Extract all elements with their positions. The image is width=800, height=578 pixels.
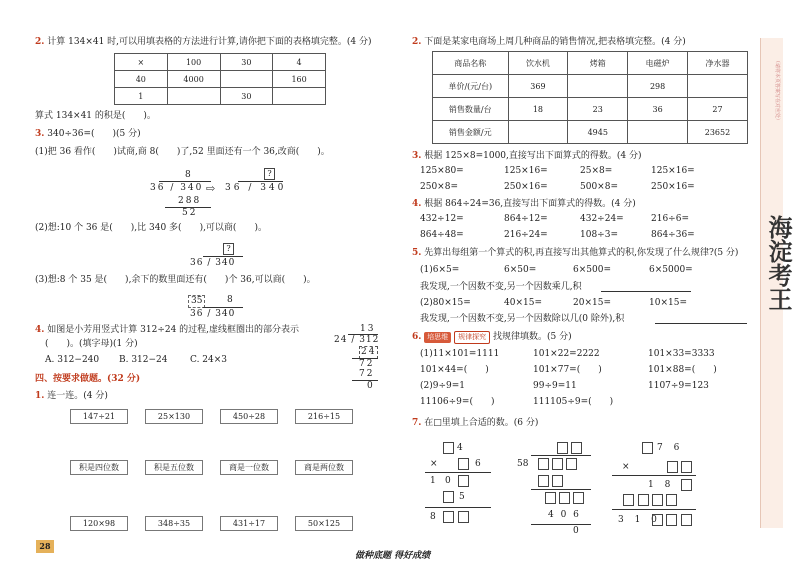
property-card[interactable]: 积是五位数 — [145, 460, 203, 475]
div1-expr: 36 / 340 — [150, 183, 204, 193]
div3-expr: 36 / 340 — [190, 258, 236, 268]
table-cell: 销售数量/台 — [433, 98, 509, 121]
rule-line — [531, 524, 591, 525]
q4-div-quotient: 13 — [360, 324, 376, 334]
rule-line — [425, 472, 491, 473]
q7-right-line — [412, 418, 538, 429]
q4-option-b: B. 312−24 — [119, 355, 168, 365]
rule-line — [612, 509, 696, 510]
skill-tag: 培思维 — [424, 332, 451, 343]
table-cell: 160 — [273, 71, 326, 88]
question-text: 找规律填数。(5 分) — [493, 332, 572, 342]
arrow-icon: ⇨ — [206, 182, 216, 195]
rule-line — [425, 507, 491, 508]
equation: 216÷24= — [504, 230, 548, 240]
blank-box[interactable] — [566, 458, 577, 470]
q3-part1: (1)把 36 看作( )试商,商 8( )了,52 里面还有一个 36,改商( )。 — [35, 147, 330, 157]
table-row — [115, 54, 326, 71]
blank-box[interactable] — [458, 458, 469, 470]
blank-box[interactable] — [557, 442, 568, 454]
div1-sub: 288 — [178, 196, 202, 206]
equation: 864÷12= — [504, 214, 548, 224]
table-cell: 18 — [508, 98, 568, 121]
question-text: 根据 125×8=1000,直接写出下面算式的得数。(4 分) — [424, 151, 642, 161]
blank-box[interactable] — [443, 442, 454, 454]
equation: 111105÷9=( ) — [533, 397, 614, 407]
equation: 125×16= — [504, 166, 548, 176]
blank-box[interactable] — [642, 442, 653, 454]
blank-box[interactable] — [681, 479, 692, 491]
table-row — [115, 88, 326, 105]
question-text: 计算 134×41 时,可以用填表格的方法进行计算,请你把下面的表格填完整。(4 分) — [47, 37, 372, 47]
blank-box[interactable] — [666, 494, 677, 506]
blank-box[interactable] — [559, 492, 570, 504]
table-cell: 30 — [220, 54, 273, 71]
q4-div-expr: 24 / 312 — [334, 335, 380, 345]
table-cell: 电磁炉 — [628, 52, 688, 75]
rule-line — [531, 489, 591, 490]
equation: 99÷9=11 — [533, 381, 577, 391]
blank-box[interactable] — [552, 475, 563, 487]
div3-quotient-box: ? — [223, 243, 234, 255]
table-cell: 298 — [628, 75, 688, 98]
equation: 500×8= — [580, 182, 618, 192]
equation: 101×22=2222 — [533, 349, 600, 359]
brand-title: 海淀考王 — [764, 215, 793, 311]
blank-box[interactable] — [538, 458, 549, 470]
equation: 108÷3= — [580, 230, 618, 240]
digit: 0 — [445, 476, 451, 486]
q3-part3: (3)想:8 个 35 是( ),余下的数里面还有( )个 36,可以商( )。 — [35, 275, 316, 285]
q4-div-line2 — [352, 380, 378, 381]
question-text: 根据 864÷24=36,直接写出下面算式的得数。(4 分) — [424, 199, 636, 209]
question-number: 4. — [412, 199, 422, 209]
table-cell: 27 — [687, 98, 747, 121]
q5-r2-b: 40×15= — [504, 298, 542, 308]
blank-cell[interactable] — [687, 75, 747, 98]
q4-option-c: C. 24×3 — [190, 355, 228, 365]
equation: 125×80= — [420, 166, 464, 176]
question-number: 3. — [35, 129, 45, 139]
expression-card[interactable]: 50×125 — [295, 516, 353, 531]
q4-div-step1: 24 — [361, 347, 377, 357]
equation: 101×44=( ) — [420, 365, 489, 375]
expression-card[interactable]: 216÷15 — [295, 409, 353, 424]
div2-quotient-box: ? — [264, 168, 275, 180]
div1-quotient: 8 — [185, 170, 191, 180]
q3-line — [35, 129, 141, 140]
blank-box[interactable] — [666, 514, 677, 526]
table-cell: 369 — [508, 75, 568, 98]
equation: (2)9÷9=1 — [420, 381, 466, 391]
equation: 101×88=( ) — [648, 365, 717, 375]
digits: 4 0 6 — [548, 510, 581, 520]
q5-r1-d: 6×5000= — [649, 265, 693, 275]
blank-box[interactable] — [443, 511, 454, 523]
equation: 101×77=( ) — [533, 365, 602, 375]
table-row — [433, 52, 748, 75]
q6-right-line — [412, 331, 572, 344]
equation: 250×16= — [651, 182, 695, 192]
equation: 11106÷9=( ) — [420, 397, 495, 407]
table-cell: 销售金额/元 — [433, 121, 509, 144]
digit: 1 — [430, 476, 436, 486]
q4-div-step2: 72 — [359, 359, 375, 369]
side-note: （请将本页答案写在对应处） — [774, 58, 780, 124]
digits: 1 8 — [648, 480, 675, 490]
blank-box[interactable] — [681, 461, 692, 473]
table-cell: 饮水机 — [508, 52, 568, 75]
digit: 4 — [457, 443, 463, 453]
blank-box[interactable] — [667, 461, 678, 473]
times-sign: × — [430, 459, 438, 469]
q1-connect-line — [35, 391, 108, 402]
q5-finding2: 我发现,一个因数不变,另一个因数除以几(0 除外),积 — [420, 314, 625, 324]
div1-rem: 52 — [182, 208, 198, 218]
div1-bar — [159, 181, 211, 182]
blank-cell[interactable] — [273, 88, 326, 105]
question-text: 340÷36=( )(5 分) — [47, 129, 141, 139]
divisor: 58 — [517, 459, 529, 469]
q5-r1-a: (1)6×5= — [420, 265, 460, 275]
expression-card[interactable]: 348÷35 — [145, 516, 203, 531]
q5-r1-b: 6×50= — [504, 265, 537, 275]
equation: 864÷36= — [651, 230, 695, 240]
page-number: 28 — [36, 540, 54, 553]
blank-box[interactable] — [552, 458, 563, 470]
expression-card[interactable]: 120×98 — [70, 516, 128, 531]
digits: 3 1 0 — [618, 515, 661, 525]
table-row — [433, 75, 748, 98]
question-number: 2. — [412, 37, 422, 47]
q4-line — [35, 325, 299, 336]
equation: (1)11×101=1111 — [420, 349, 500, 359]
table-cell: 4000 — [167, 71, 220, 88]
equation: 25×8= — [580, 166, 613, 176]
topic-tag: 规律探究 — [454, 331, 490, 344]
q3-right-line — [412, 151, 642, 162]
times-sign: × — [622, 462, 630, 472]
div2-expr: 36 / 340 — [225, 183, 287, 193]
blank-box[interactable] — [571, 442, 582, 454]
table-row — [433, 121, 748, 144]
q2-right-table — [432, 51, 748, 144]
digits: 7 6 — [657, 443, 684, 453]
q5-r2-d: 10×15= — [649, 298, 687, 308]
equation: 864÷48= — [420, 230, 464, 240]
question-text: 先算出每组第一个算式的积,再直接写出其他算式的积,你发现了什么规律?(5 分) — [424, 248, 739, 258]
question-text: 如图是小芳用竖式计算 312÷24 的过程,虚线框圈出的部分表示 — [47, 325, 300, 335]
table-cell: 4 — [273, 54, 326, 71]
blank-cell[interactable] — [220, 71, 273, 88]
expression-card[interactable]: 147÷21 — [70, 409, 128, 424]
blank-box[interactable] — [538, 475, 549, 487]
blank-cell[interactable] — [508, 121, 568, 144]
property-card[interactable]: 商是两位数 — [295, 460, 353, 475]
table-cell: 40 — [115, 71, 168, 88]
q2-left-line — [35, 37, 372, 48]
question-text: 在□里填上合适的数。(6 分) — [424, 418, 539, 428]
q4-line2: ( )。(填字母)(1 分) — [45, 339, 138, 349]
q4-option-a: A. 312−240 — [45, 355, 100, 365]
table-cell: 商品名称 — [433, 52, 509, 75]
question-number: 6. — [412, 332, 422, 342]
digit: 5 — [459, 492, 465, 502]
blank-box[interactable] — [573, 492, 584, 504]
blank-cell[interactable] — [568, 75, 628, 98]
table-cell: 1 — [115, 88, 168, 105]
blank-cell[interactable] — [167, 88, 220, 105]
blank-box[interactable] — [623, 494, 634, 506]
div4-expr: 36 / 340 — [190, 309, 236, 319]
q2-left-result: 算式 134×41 的积是( )。 — [35, 111, 156, 121]
table-cell: 烤箱 — [568, 52, 628, 75]
div4-bar — [203, 307, 243, 308]
blank-box[interactable] — [638, 494, 649, 506]
answer-line[interactable] — [601, 291, 691, 292]
q5-r2-c: 20×15= — [573, 298, 611, 308]
blank-box[interactable] — [458, 475, 469, 487]
answer-line[interactable] — [655, 323, 747, 324]
question-text: 连一连。(4 分) — [47, 391, 108, 401]
table-row — [433, 98, 748, 121]
question-number: 5. — [412, 248, 422, 258]
equation: 250×16= — [504, 182, 548, 192]
expression-card[interactable]: 431÷17 — [220, 516, 278, 531]
rule-line — [612, 475, 696, 476]
question-text: 下面是某家电商场上周几种商品的销售情况,把表格填完整。(4 分) — [424, 37, 686, 47]
question-number: 2. — [35, 37, 45, 47]
q4-right-line — [412, 199, 636, 210]
property-card[interactable]: 商是一位数 — [220, 460, 278, 475]
question-number: 7. — [412, 418, 422, 428]
blank-box[interactable] — [652, 494, 663, 506]
section-four-heading: 四、按要求做题。(32 分) — [35, 374, 141, 384]
q2-left-table — [114, 53, 326, 105]
blank-box[interactable] — [652, 514, 663, 526]
blank-box[interactable] — [545, 492, 556, 504]
blank-box[interactable] — [443, 491, 454, 503]
expression-card[interactable]: 450÷28 — [220, 409, 278, 424]
table-cell: 30 — [220, 88, 273, 105]
question-number: 3. — [412, 151, 422, 161]
table-cell: 36 — [628, 98, 688, 121]
table-cell: 净水器 — [687, 52, 747, 75]
digit: 0 — [573, 526, 579, 536]
table-cell: 23652 — [687, 121, 747, 144]
q5-r1-c: 6×500= — [573, 265, 611, 275]
digit: 8 — [430, 512, 436, 522]
equation: 432÷24= — [580, 214, 624, 224]
equation: 101×33=3333 — [648, 349, 715, 359]
question-number: 4. — [35, 325, 45, 335]
q4-div-step3: 72 — [359, 369, 375, 379]
div4-hint: 35 — [188, 295, 205, 308]
expression-card[interactable]: 25×130 — [145, 409, 203, 424]
q5-right-line — [412, 248, 738, 259]
table-cell: 23 — [568, 98, 628, 121]
table-row — [115, 71, 326, 88]
question-number: 1. — [35, 391, 45, 401]
blank-box[interactable] — [458, 511, 469, 523]
q4-div-rem: 0 — [367, 381, 373, 391]
table-cell: 100 — [167, 54, 220, 71]
div3-bar — [203, 256, 243, 257]
div2-bar — [238, 181, 283, 182]
equation: 216÷6= — [651, 214, 689, 224]
table-cell: 4945 — [568, 121, 628, 144]
div4-quotient: 8 — [227, 295, 233, 305]
div-bar — [531, 455, 591, 456]
q5-r2-a: (2)80×15= — [420, 298, 471, 308]
table-cell: × — [115, 54, 168, 71]
q3-part2: (2)想:10 个 36 是( ),比 340 多( ),可以商( )。 — [35, 223, 267, 233]
footer-slogan: 做种底题 得好成绩 — [355, 551, 431, 561]
equation: 432÷12= — [420, 214, 464, 224]
q5-finding1: 我发现,一个因数不变,另一个因数乘几,积 — [420, 282, 582, 292]
digit: 6 — [475, 459, 481, 469]
property-card[interactable]: 积是四位数 — [70, 460, 128, 475]
table-cell: 单价/(元/台) — [433, 75, 509, 98]
q2-right-line — [412, 37, 686, 48]
blank-box[interactable] — [681, 514, 692, 526]
equation: 250×8= — [420, 182, 458, 192]
equation: 125×16= — [651, 166, 695, 176]
blank-cell[interactable] — [628, 121, 688, 144]
equation: 1107÷9=123 — [648, 381, 709, 391]
